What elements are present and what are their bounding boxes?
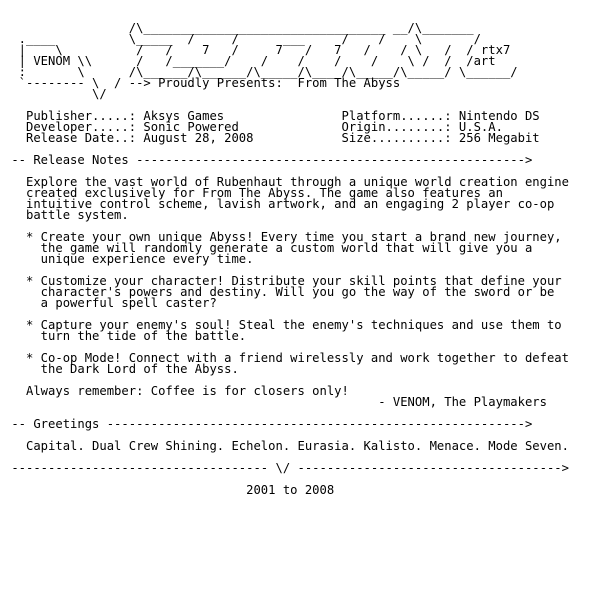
description-line-4: battle system.	[4, 208, 129, 222]
closing-signature: - VENOM, The Playmakers	[4, 395, 547, 409]
greetings-list: Capital. Dual Crew Shining. Echelon. Eurasia. Kalisto. Menace. Mode Seven.	[4, 439, 569, 453]
feature-customize-line-2: character's powers and destiny. Will you go the way of the sword or be	[4, 285, 555, 299]
feature-create-abyss-line-1: * Create your own unique Abyss! Every time you start a brand new journey,	[4, 230, 562, 244]
feature-co-op-line-2: the Dark Lord of the Abyss.	[4, 362, 239, 376]
feature-capture-soul-line-1: * Capture your enemy's soul! Steal the enemy's techniques and use them to	[4, 318, 562, 332]
ascii-logo-line-4: | VENOM \\ / /_______/ / / / / \ / / /art	[4, 54, 496, 68]
ascii-logo-line-2: .____ \_____ / / ___ / / \ /	[4, 32, 481, 46]
description-line-2: created exclusively for From The Abyss. The game also features an	[4, 186, 503, 200]
info-row-developer: Developer.....: Sonic Powered Origin........: U.S.A.	[4, 120, 503, 134]
greetings-header: -- Greetings --------------------------------------------------------->	[4, 417, 533, 431]
description-line-1: Explore the vast world of Rubenhaut through a unique world creation engine	[4, 175, 569, 189]
footer-years: 2001 to 2008	[4, 483, 335, 497]
info-row-publisher: Publisher.....: Aksys Games Platform......: Nintendo DS	[4, 109, 540, 123]
closing-remember: Always remember: Coffee is for closers only!	[4, 384, 349, 398]
ascii-logo-tip: \/	[4, 87, 107, 101]
feature-customize-line-3: a powerful spell caster?	[4, 296, 217, 310]
footer-divider: ----------------------------------- \/ ------------------------------------>	[4, 461, 569, 475]
feature-customize-line-1: * Customize your character! Distribute your skill points that define your	[4, 274, 562, 288]
ascii-logo-line-5: : \ /\______/\______/\_____/\____/\_____/\_____/ \______/	[4, 65, 518, 79]
feature-create-abyss-line-2: the game will randomly generate a custom world that will give you a	[4, 241, 533, 255]
feature-co-op-line-1: * Co-op Mode! Connect with a friend wirelessly and work together to defeat	[4, 351, 569, 365]
feature-create-abyss-line-3: unique experience every time.	[4, 252, 254, 266]
ascii-logo-line-3: | \ / / 7 / 7 / 7 / / \ / / rtx7	[4, 43, 511, 57]
description-line-3: intuitive control scheme, lavish artwork, and an engaging 2 player co-op	[4, 197, 555, 211]
nfo-document	[4, 23, 569, 496]
info-row-release-date: Release Date..: August 28, 2008 Size..........: 256 Megabit	[4, 131, 540, 145]
release-notes-header: -- Release Notes ----------------------------------------------------->	[4, 153, 533, 167]
ascii-logo-line-1: /\_________________________________ __/\_______	[4, 21, 474, 35]
feature-capture-soul-line-2: turn the tide of the battle.	[4, 329, 247, 343]
presents-line: `-------- \ / --> Proudly Presents: From The Abyss	[4, 76, 401, 90]
